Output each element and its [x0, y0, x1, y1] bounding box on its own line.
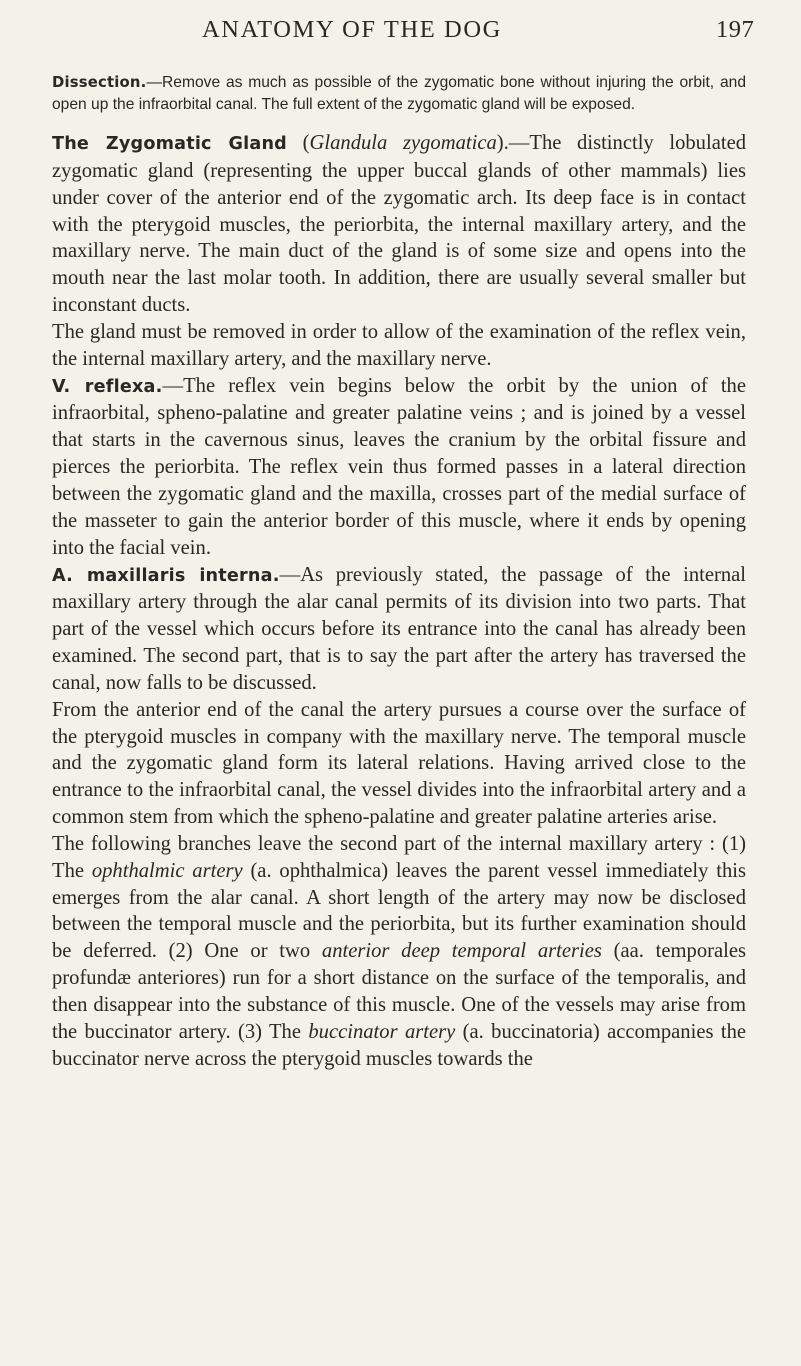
anterior-deep-temporal-term: anterior deep temporal arteries: [321, 940, 602, 963]
paragraph-branches: [52, 831, 746, 1073]
dissection-heading: Dissection.: [52, 74, 147, 91]
reflex-vein-heading: V. reflexa.: [52, 376, 163, 397]
paragraph-dissection: [52, 72, 746, 116]
branches-text-3: (aa. temporales profundæ anteriores) run for a short distance on the surface of the temporalis, and then disappear into the substance of this muscle. One of the vessels may arise from the buccinator artery. (3) The: [52, 940, 747, 1043]
reflex-vein-text: —The reflex vein begins below the orbit by the union of the infraorbital, spheno-palatine and greater palatine veins ; and is joined by a vessel that starts in the cavernous sinus, leaves the cranium by the orbital fissure and pierces the periorbita. The reflex vein thus formed passes in a lateral direction between the zygomatic gland and the maxilla, crosses part of the medial surface of the masseter to gain the anterior border of this muscle, where it ends by opening into the facial vein.: [52, 374, 746, 559]
paragraph-gland-removal: [52, 319, 746, 373]
buccinator-artery-term: buccinator artery: [308, 1020, 456, 1043]
gland-removal-text: The gland must be removed in order to allow of the examination of the reflex vein, the internal maxillary artery, and the maxillary nerve.: [52, 320, 746, 370]
running-head: [0, 12, 801, 48]
branches-text-2: (a. ophthalmica) leaves the parent vessel immediately this emerges from the alar canal. A short length of the artery may now be disclosed between the temporal muscle and the periorbita, but its further examination should be deferred. (2) One or two: [52, 859, 747, 963]
ophthalmic-artery-term: ophthalmic artery: [91, 859, 243, 882]
branches-text-4: (a. buccinatoria) accompanies the buccinator nerve across the pterygoid muscles towards the: [52, 1020, 747, 1070]
paragraph-artery-course: [52, 697, 746, 831]
branches-text-1: The following branches leave the second part of the internal maxillary artery : (1) The: [52, 832, 746, 882]
dissection-text: —Remove as much as possible of the zygomatic bone without injuring the orbit, and open up the infraorbital canal. The full extent of the zygomatic gland will be exposed.: [52, 74, 746, 113]
zygomatic-gland-heading: The Zygomatic Gland: [52, 134, 287, 154]
zygomatic-gland-paren: (: [286, 132, 310, 154]
paragraph-internal-maxillary: [52, 562, 746, 697]
internal-maxillary-heading: A. maxillaris interna.: [52, 565, 280, 586]
zygomatic-gland-text: ).—The distinctly lobulated zygomatic gland (representing the upper buccal glands of other mammals) lies under cover of the anterior end of the zygomatic arch. Its deep face is in contact with the pterygoid muscles, the periorbita, the internal maxillary artery, and the maxillary nerve. The main duct of the gland is of some size and opens into the mouth near the last molar tooth. In addition, there are usually several smaller but inconstant ducts.: [52, 132, 747, 317]
paragraph-zygomatic-gland: [52, 130, 746, 319]
paragraph-reflex-vein: [52, 373, 746, 562]
running-title: ANATOMY OF THE DOG: [202, 16, 502, 43]
zygomatic-gland-latin: Glandula zygomatica: [309, 132, 497, 154]
body-text: [52, 72, 746, 1073]
artery-course-text: From the anterior end of the canal the artery pursues a course over the surface of the pterygoid muscles in company with the maxillary nerve. The temporal muscle and the zygomatic gland form its lateral relations. Having arrived close to the entrance to the infraorbital canal, the vessel divides into the infraorbital artery and a common stem from which the spheno-palatine and greater palatine arteries arise.: [52, 698, 746, 829]
internal-maxillary-text: —As previously stated, the passage of the internal maxillary artery through the alar canal permits of its division into two parts. That part of the vessel which occurs before its entrance into the canal has already been examined. The second part, that is to say the part after the artery has traversed the canal, now falls to be discussed.: [52, 563, 746, 694]
page-number: 197: [716, 16, 755, 43]
